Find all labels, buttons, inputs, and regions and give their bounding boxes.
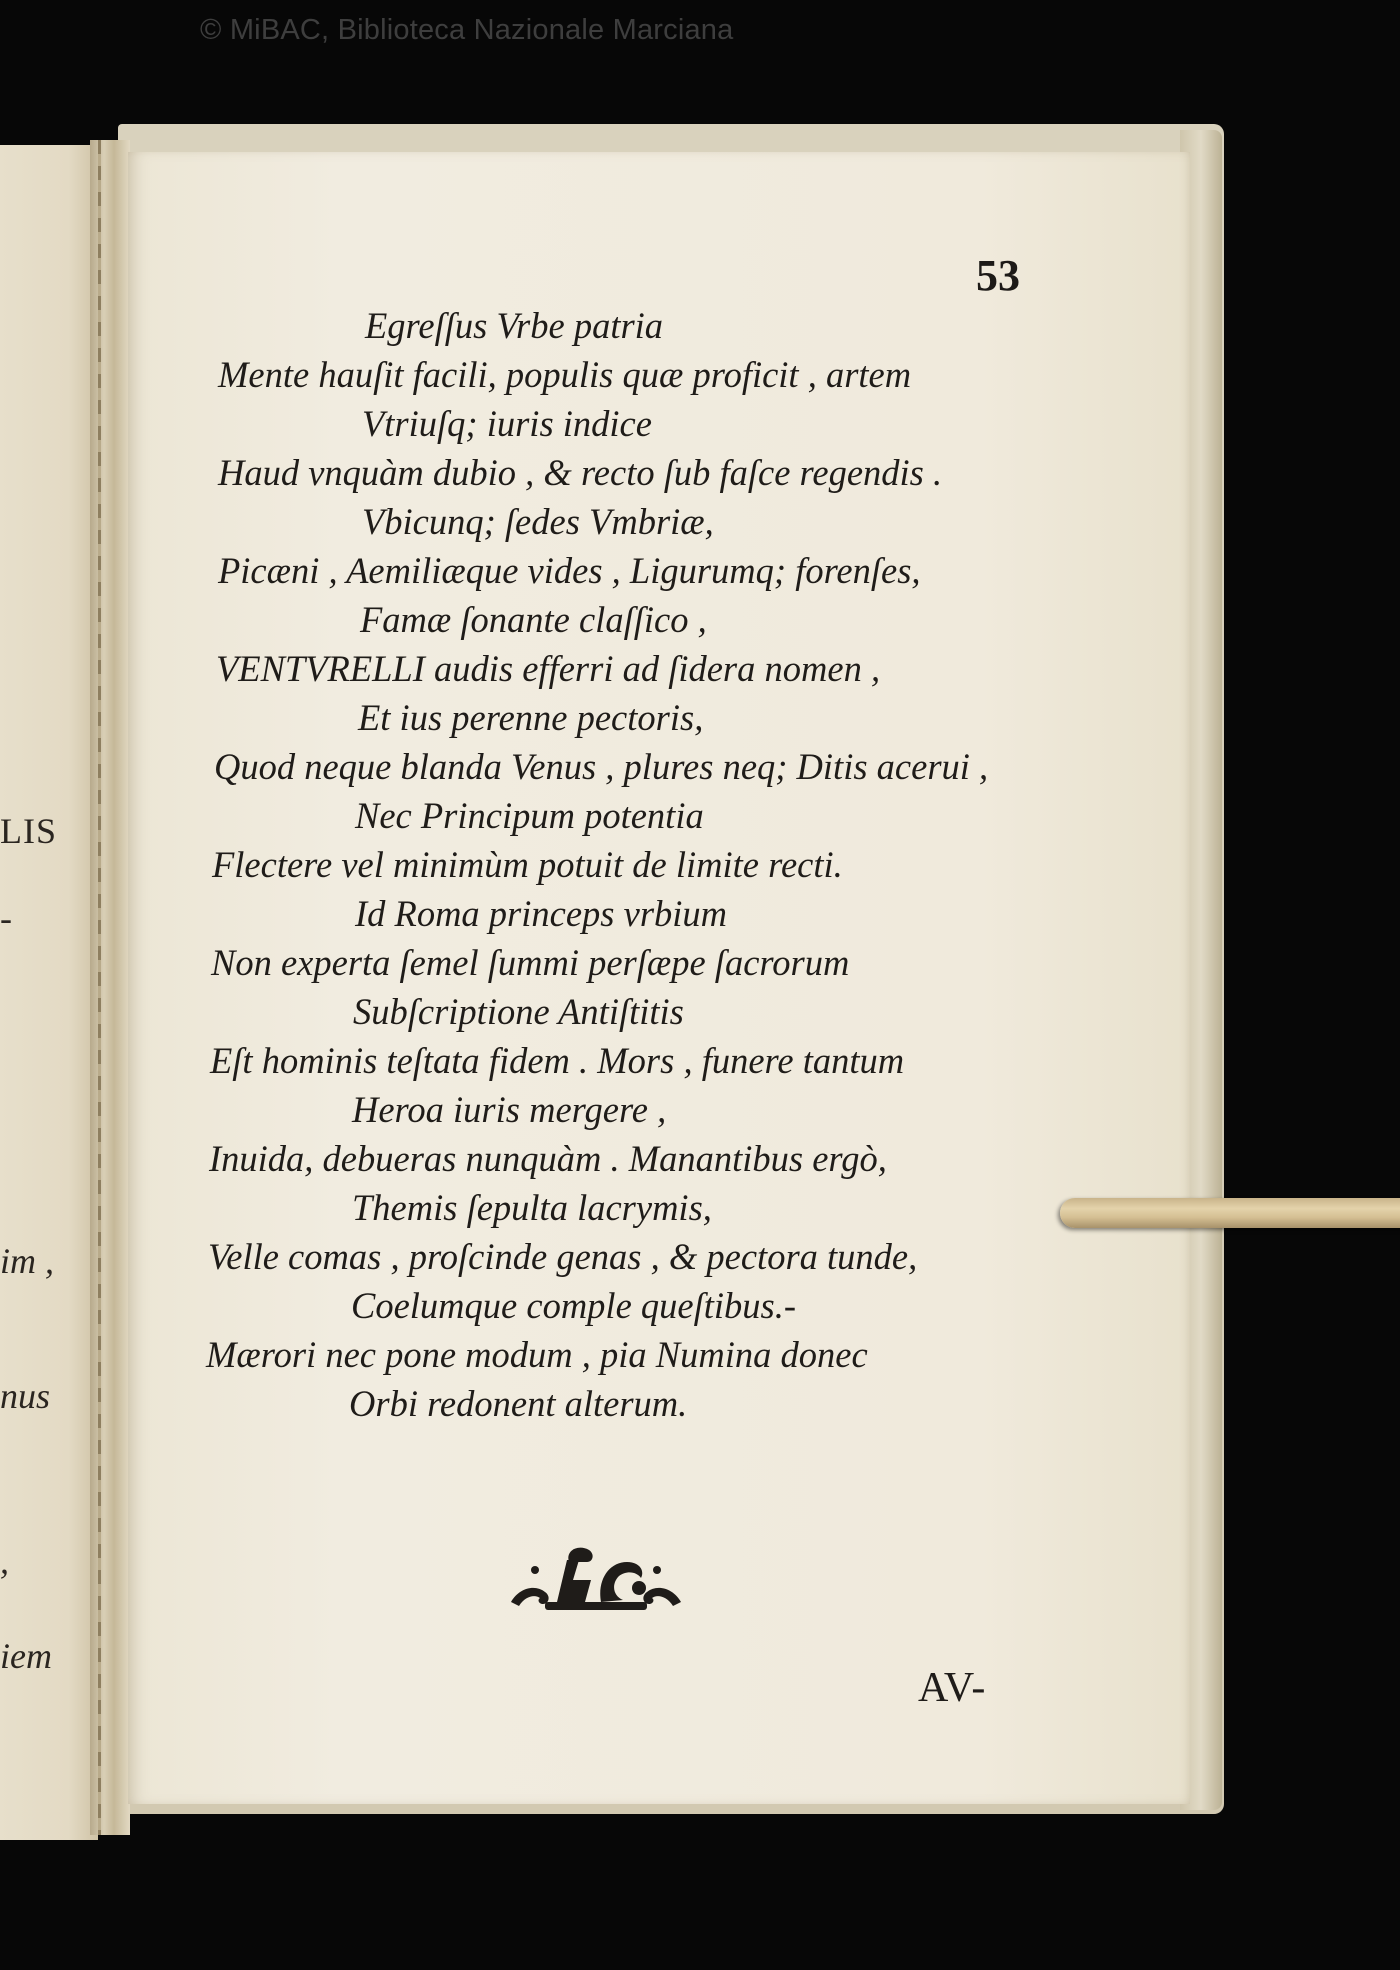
pointer-stick xyxy=(1060,1198,1400,1228)
poem-line: Mærori nec pone modum , pia Numina donec xyxy=(206,1334,868,1375)
poem-line: Vtriuſq; iuris indice xyxy=(362,403,652,444)
catchword: AV- xyxy=(918,1665,987,1711)
poem-line: Mente hauſit facili, populis quæ proficit , artem xyxy=(218,354,912,395)
poem-line: Vbicunq; ſedes Vmbriæ, xyxy=(362,501,714,542)
book-gutter xyxy=(90,140,130,1835)
copyright-watermark: © MiBAC, Biblioteca Nazionale Marciana xyxy=(200,14,734,46)
facing-page-fragment: im , xyxy=(0,1241,54,1281)
poem-line: Picæni , Aemiliæque vides , Ligurumq; forenſes, xyxy=(218,550,921,591)
poem-line: Heroa iuris mergere , xyxy=(352,1089,667,1130)
poem-line: Non experta ſemel ſummi perſæpe ſacrorum xyxy=(211,942,850,983)
facing-page-fragment: , xyxy=(0,1541,9,1581)
poem-line: Famæ ſonante claſſico , xyxy=(360,599,707,640)
poem-line: Inuida, debueras nunquàm . Manantibus ergò, xyxy=(209,1138,887,1179)
poem-line: Orbi redonent alterum. xyxy=(349,1383,688,1424)
poem-line: Velle comas , proſcinde genas , & pectora tunde, xyxy=(208,1236,918,1277)
poem-line: Quod neque blanda Venus , plures neq; Ditis acerui , xyxy=(214,746,989,787)
facing-page-fragment: nus xyxy=(0,1376,51,1416)
poem-line: VENTVRELLI audis efferri ad ſidera nomen , xyxy=(216,648,881,689)
facing-page-fragment: LIS xyxy=(0,811,57,851)
poem-line: Egreſſus Vrbe patria xyxy=(365,305,664,346)
poem-line: Eſt hominis teſtata fidem . Mors , funere tantum xyxy=(210,1040,905,1081)
poem-line: Id Roma princeps vrbium xyxy=(355,893,728,934)
facing-page-fragment: - xyxy=(0,898,12,938)
poem-line: Et ius perenne pectoris, xyxy=(358,697,704,738)
poem-line: Haud vnquàm dubio , & recto ſub faſce regendis . xyxy=(218,452,943,493)
facing-page xyxy=(0,145,98,1840)
poem-line: Themis ſepulta lacrymis, xyxy=(352,1187,712,1228)
printer-ornament-icon xyxy=(505,1540,687,1618)
facing-page-fragment: iem xyxy=(0,1636,52,1676)
poem-line: Coelumque comple queſtibus.- xyxy=(351,1285,797,1326)
poem-line: Flectere vel minimùm potuit de limite recti. xyxy=(212,844,843,885)
poem-line: Subſcriptione Antiſtitis xyxy=(353,991,684,1032)
poem-line: Nec Principum potentia xyxy=(355,795,704,836)
page-number: 53 xyxy=(976,251,1020,300)
